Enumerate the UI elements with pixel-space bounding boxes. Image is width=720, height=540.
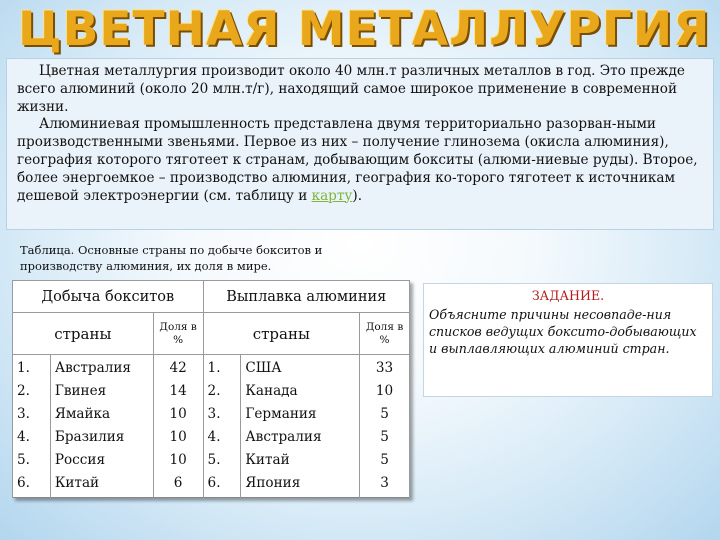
- intro-paragraph-2-end: ).: [352, 187, 363, 204]
- table-cell: Китай: [54, 475, 100, 491]
- header-aluminium-smelting: Выплавка алюминия: [203, 281, 409, 313]
- table-cell: 3.: [207, 406, 221, 422]
- bauxite-rank-column: [13, 355, 51, 498]
- table-cell: 5.: [207, 452, 221, 468]
- table-caption: Таблица. Основные страны по добыче бокситов и производству алюминия, их доля в мире.: [20, 243, 323, 273]
- table-cell: 2.: [17, 383, 30, 399]
- table-cell: 5: [380, 406, 389, 422]
- intro-text-box: [6, 58, 714, 230]
- table-cell: 6: [173, 475, 183, 491]
- header-share-aluminium: Доля в %: [360, 313, 410, 355]
- table-cell: Канада: [245, 383, 298, 399]
- intro-paragraph-2-text: Алюминиевая промышленность представлена двумя территориально разорван-ными производственными звеньями. Первое из них – получение глинозема (окисла алюминия), география которого тяготеет к странам, добывающим бокситы (алюми-ниевые руды). Второе, более энергоемкое – производство алюминия, география ко-торого тяготеет к источникам дешевой электроэнергии (см. таблицу и: [17, 116, 698, 204]
- table-cell: Япония: [245, 475, 301, 491]
- intro-paragraph-1: Цветная металлургия производит около 40 млн.т различных металлов в год. Это прежде всего алюминий (около 20 млн.т/г), находящий самое широкое применение в современной жизни.: [17, 63, 685, 115]
- intro-paragraph-2: [17, 116, 703, 205]
- table-cell: Австралия: [54, 360, 132, 376]
- table-cell: 5: [380, 452, 389, 468]
- table-cell: Гвинея: [54, 383, 107, 399]
- table-cell: 1.: [17, 360, 30, 376]
- table-cell: Россия: [54, 452, 106, 468]
- aluminium-countries-column: [241, 355, 360, 498]
- map-link[interactable]: карту: [311, 187, 353, 204]
- page-title: ЦВЕТНАЯ МЕТАЛЛУРГИЯ: [18, 2, 711, 57]
- table-cell: 5.: [17, 452, 30, 468]
- table-cell: Австралия: [245, 429, 322, 445]
- table-cell: Китай: [245, 452, 290, 468]
- aluminium-shares-column: [360, 355, 410, 498]
- table-cell: 4.: [17, 429, 30, 445]
- table-cell: 10: [169, 429, 187, 445]
- table-cell: 1.: [207, 360, 221, 376]
- table-cell: 4.: [207, 429, 221, 445]
- table-cell: 5: [380, 429, 389, 445]
- task-text: Объясните причины несовпаде-ния списков ведущих боксито-добывающих и выплавляющих алюминий стран.: [429, 307, 697, 356]
- table-cell: 10: [375, 383, 394, 399]
- table-cell: Бразилия: [54, 429, 125, 445]
- table-cell: 10: [169, 406, 187, 422]
- aluminium-rank-column: [203, 355, 241, 498]
- table-cell: 33: [375, 360, 394, 376]
- header-share-bauxite: Доля в %: [153, 313, 203, 355]
- bauxite-aluminium-table: [12, 280, 410, 498]
- header-bauxite-mining: Добыча бокситов: [13, 281, 204, 313]
- task-title: ЗАДАНИЕ.: [531, 288, 605, 303]
- task-box: [423, 283, 713, 397]
- table-cell: 6.: [207, 475, 221, 491]
- table-cell: Ямайка: [54, 406, 111, 422]
- table-cell: 3.: [17, 406, 30, 422]
- header-countries-aluminium: страны: [203, 313, 360, 355]
- table-cell: 2.: [207, 383, 221, 399]
- table-cell: США: [245, 360, 282, 376]
- bauxite-shares-column: [153, 355, 203, 498]
- table-cell: 6.: [17, 475, 30, 491]
- header-countries-bauxite: страны: [13, 313, 154, 355]
- table-cell: 42: [169, 360, 187, 376]
- bauxite-countries-column: [50, 355, 153, 498]
- table-cell: 3: [380, 475, 389, 491]
- table-cell: Германия: [245, 406, 317, 422]
- table-cell: 14: [169, 383, 187, 399]
- table-cell: 10: [169, 452, 187, 468]
